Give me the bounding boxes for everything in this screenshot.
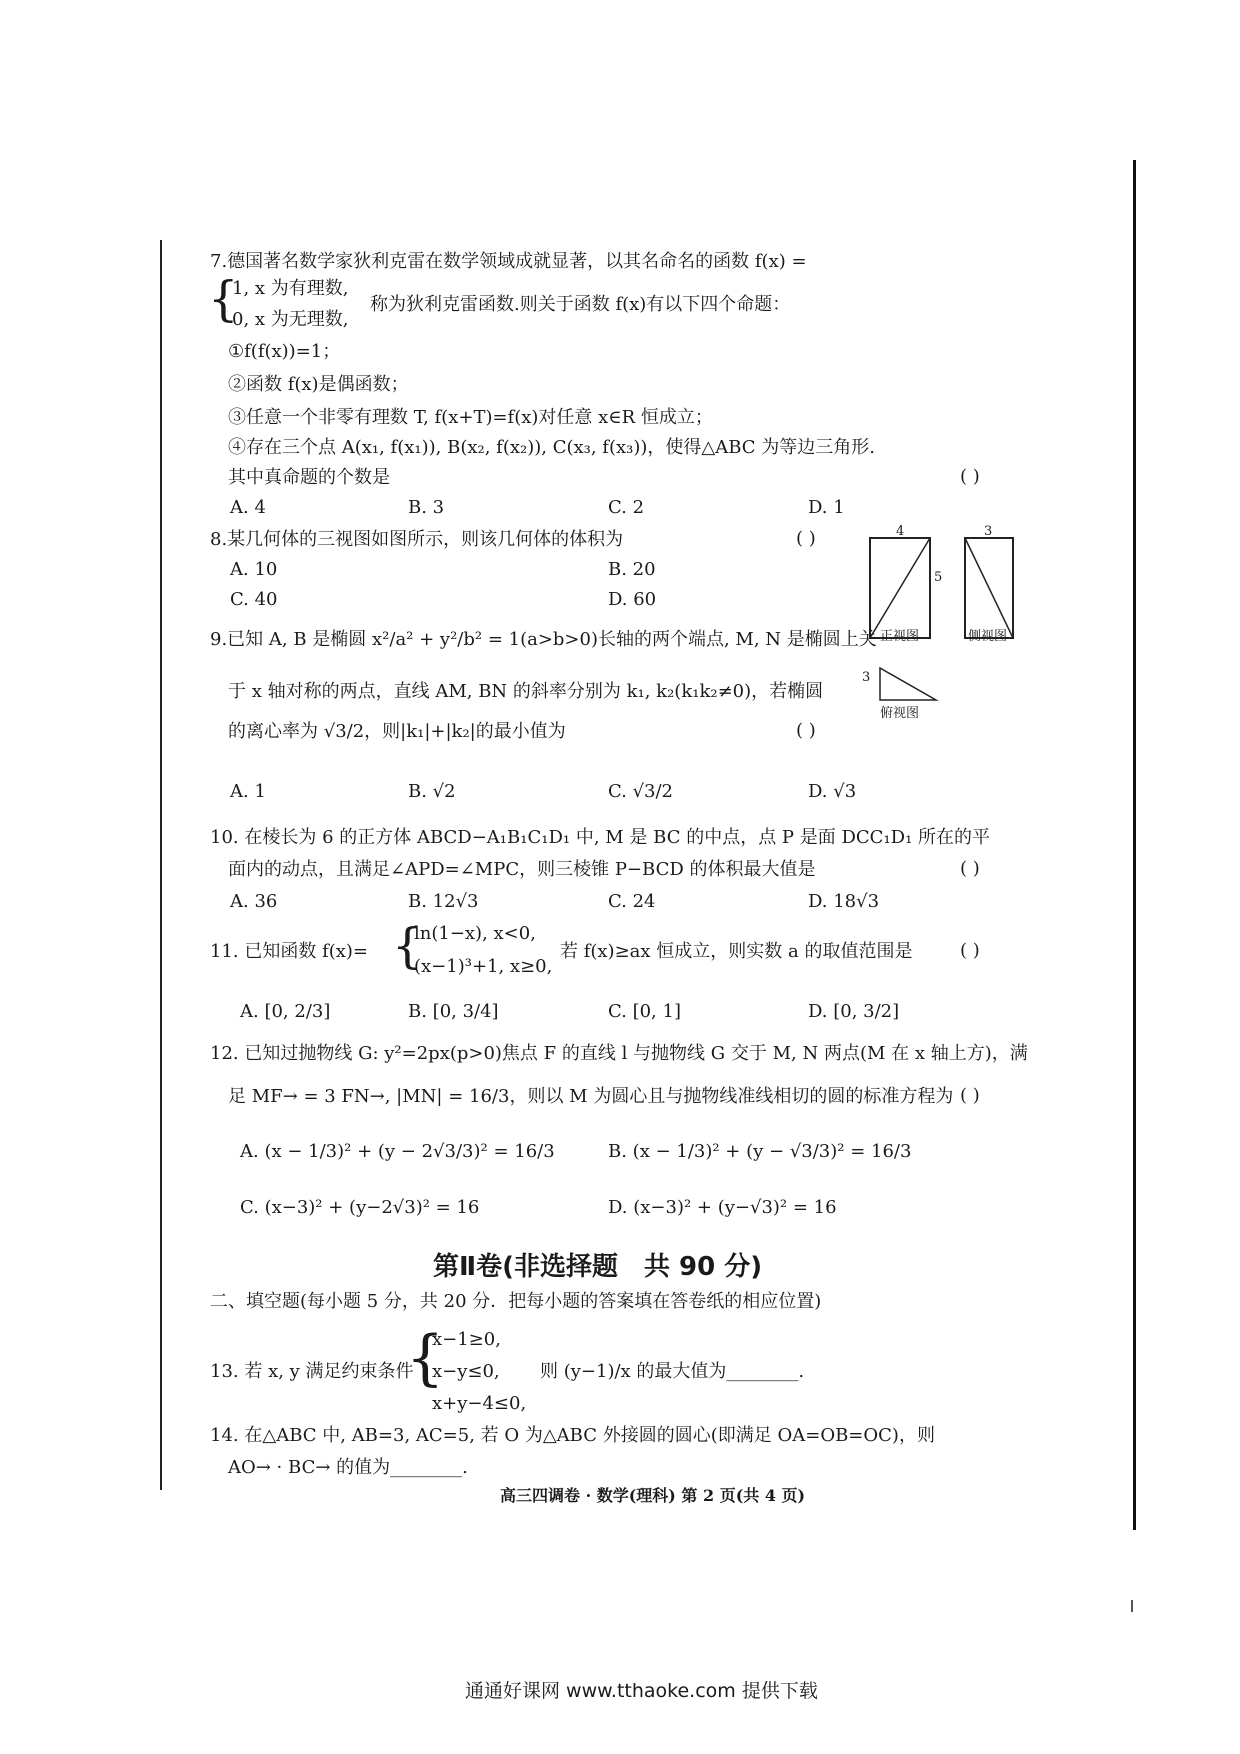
q9-option-c: C. √3/2 [608, 781, 674, 802]
top-view-label: 俯视图 [880, 706, 920, 721]
part2-heading: 二、填空题(每小题 5 分，共 20 分．把每小题的答案填在答卷纸的相应位置) [210, 1291, 822, 1312]
q12-option-c: C. (x−3)² + (y−2√3)² = 16 [240, 1197, 480, 1218]
q12-line2: 足 MF→ = 3 FN→, |MN| = 16/3，则以 M 为圆心且与抛物线准线相切的圆的标准方程为 [228, 1086, 954, 1107]
q13-brace: { [406, 1323, 445, 1393]
q12-option-a: A. (x − 1/3)² + (y − 2√3/3)² = 16/3 [240, 1141, 555, 1162]
q9-option-b: B. √2 [408, 781, 456, 802]
q7-option-d: D. 1 [808, 497, 845, 518]
dim-label-3-side: 3 [984, 524, 993, 539]
q11-option-b: B. [0, 3/4] [408, 1001, 499, 1022]
q13-head: 13. 若 x, y 满足约束条件 [210, 1361, 414, 1382]
q7-option-b: B. 3 [408, 497, 445, 518]
q7-proposition-1: ①f(f(x))=1； [228, 341, 341, 362]
q12-option-b: B. (x − 1/3)² + (y − √3/3)² = 16/3 [608, 1141, 912, 1162]
q9-line1: 9.已知 A, B 是椭圆 x²/a² + y²/b² = 1(a>b>0)长轴的两个端点, M, N 是椭圆上关 [210, 629, 877, 650]
right-margin-rule [1133, 160, 1136, 1530]
q7-case1: 1, x 为有理数, [232, 278, 349, 299]
q7-brace: { [208, 271, 239, 327]
q13-constraint-1: x−1≥0, [432, 1329, 501, 1350]
q8-option-b: B. 20 [608, 559, 656, 580]
q10-answer-paren: ( ) [960, 858, 980, 879]
q9-line2: 于 x 轴对称的两点，直线 AM, BN 的斜率分别为 k₁, k₂(k₁k₂≠0)，若椭圆 [228, 681, 824, 702]
top-view-triangle [880, 668, 936, 700]
q11-head: 11. 已知函数 f(x)= [210, 941, 369, 962]
q11-option-a: A. [0, 2/3] [240, 1001, 331, 1022]
q11-option-c: C. [0, 1] [608, 1001, 681, 1022]
left-margin-rule [160, 240, 162, 1490]
q11-case1: ln(1−x), x<0, [414, 923, 536, 944]
q7-case2: 0, x 为无理数, [232, 309, 349, 330]
q7-proposition-4: ④存在三个点 A(x₁, f(x₁)), B(x₂, f(x₂)), C(x₃, f(x₃))，使得△ABC 为等边三角形. [228, 437, 876, 458]
q9-line3: 的离心率为 √3/2，则|k₁|+|k₂|的最小值为 [228, 721, 566, 742]
page-footer: 高三四调卷 · 数学(理科) 第 2 页(共 4 页) [500, 1486, 806, 1505]
q10-option-d: D. 18√3 [808, 891, 880, 912]
dim-label-3-top: 3 [862, 670, 871, 685]
q7-line1: 7.德国著名数学家狄利克雷在数学领域成就显著，以其名命名的函数 f(x) = [210, 251, 807, 272]
q12-option-d: D. (x−3)² + (y−√3)² = 16 [608, 1197, 837, 1218]
q12-line1: 12. 已知过抛物线 G: y²=2px(p>0)焦点 F 的直线 l 与抛物线 G 交于 M, N 两点(M 在 x 轴上方)，满 [210, 1043, 1028, 1064]
q13-constraint-2: x−y≤0, [432, 1361, 500, 1382]
q7-stem: 其中真命题的个数是 [228, 467, 390, 488]
front-view-diagonal [870, 538, 930, 638]
q11-tail: 若 f(x)≥ax 恒成立，则实数 a 的取值范围是 [560, 941, 913, 962]
q11-answer-paren: ( ) [960, 940, 980, 961]
q11-option-d: D. [0, 3/2] [808, 1001, 900, 1022]
q8-option-c: C. 40 [230, 589, 278, 610]
q8-answer-paren: ( ) [796, 528, 816, 549]
q13-tail: 则 (y−1)/x 的最大值为________. [540, 1361, 805, 1382]
q7-option-a: A. 4 [230, 497, 266, 518]
q7-proposition-3: ③任意一个非零有理数 T, f(x+T)=f(x)对任意 x∈R 恒成立； [228, 407, 713, 428]
q10-option-b: B. 12√3 [408, 891, 479, 912]
q9-option-d: D. √3 [808, 781, 857, 802]
q8-option-a: A. 10 [230, 559, 278, 580]
q7-case-tail: 称为狄利克雷函数.则关于函数 f(x)有以下四个命题： [370, 294, 791, 315]
q10-line2: 面内的动点，且满足∠APD=∠MPC，则三棱锥 P−BCD 的体积最大值是 [228, 859, 816, 880]
section-title: 第Ⅱ卷(非选择题 共 90 分) [433, 1252, 763, 1282]
q14-line2: AO→ · BC→ 的值为________. [228, 1457, 468, 1478]
dim-label-4: 4 [896, 524, 905, 539]
q10-option-c: C. 24 [608, 891, 656, 912]
q9-answer-paren: ( ) [796, 720, 816, 741]
q11-brace: { [392, 918, 423, 974]
front-view-label: 正视图 [880, 629, 920, 644]
q9-option-a: A. 1 [230, 781, 266, 802]
q8-stem: 8.某几何体的三视图如图所示，则该几何体的体积为 [210, 529, 624, 550]
side-view-diagonal [965, 538, 1013, 638]
dim-label-5: 5 [934, 570, 943, 585]
q13-constraint-3: x+y−4≤0, [432, 1393, 527, 1414]
q7-option-c: C. 2 [608, 497, 645, 518]
source-watermark: 通通好课网 www.tthaoke.com 提供下载 [465, 1680, 818, 1702]
side-view-label: 侧视图 [968, 629, 1008, 644]
q14-line1: 14. 在△ABC 中, AB=3, AC=5, 若 O 为△ABC 外接圆的圆心(即满足 OA=OB=OC)，则 [210, 1425, 935, 1446]
q7-answer-paren: ( ) [960, 466, 980, 487]
q8-option-d: D. 60 [608, 589, 657, 610]
q11-case2: (x−1)³+1, x≥0, [414, 956, 553, 977]
q7-proposition-2: ②函数 f(x)是偶函数； [228, 374, 409, 395]
q10-line1: 10. 在棱长为 6 的正方体 ABCD−A₁B₁C₁D₁ 中, M 是 BC 的中点，点 P 是面 DCC₁D₁ 所在的平 [210, 827, 991, 848]
q12-answer-paren: ( ) [960, 1085, 980, 1106]
scan-mark [1131, 1600, 1133, 1612]
q10-option-a: A. 36 [230, 891, 278, 912]
